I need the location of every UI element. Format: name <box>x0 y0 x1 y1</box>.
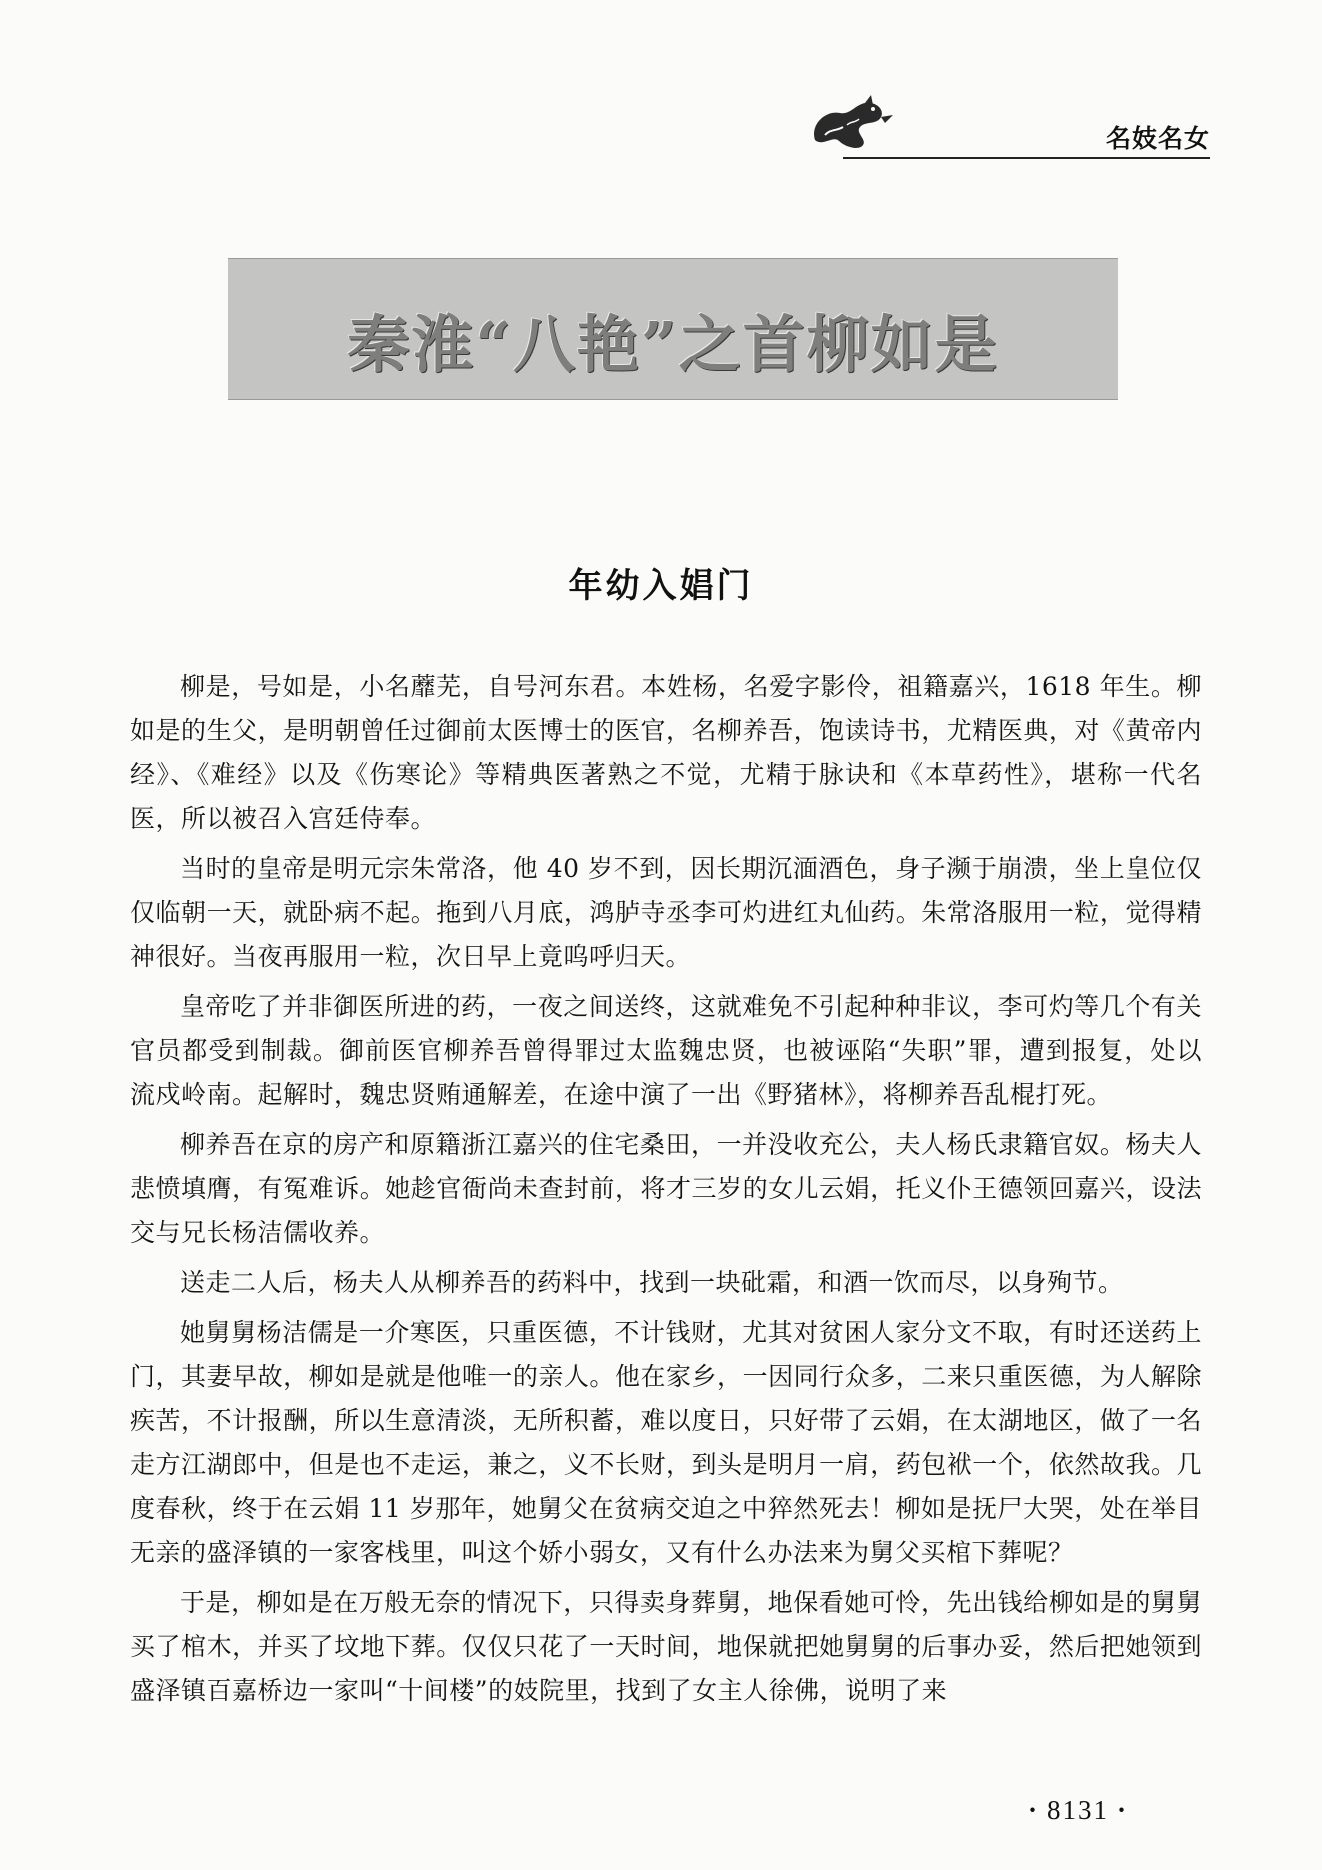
bullet-icon: · <box>1028 1795 1040 1825</box>
running-header <box>795 95 1210 165</box>
header-rule <box>843 157 1210 159</box>
page-number <box>1020 1795 1136 1826</box>
section-label: 名妓名女 <box>1105 124 1210 153</box>
bullet-icon: · <box>1117 1795 1129 1825</box>
paragraph: 她舅舅杨洁儒是一介寒医，只重医德，不计钱财，尤其对贫困人家分文不取，有时还送药上门，其妻早故，柳如是就是他唯一的亲人。他在家乡，一因同行众多，二来只重医德，为人解除疾苦，不计报酬，所以生意清淡，无所积蓄，难以度日，只好带了云娟，在太湖地区，做了一名走方江湖郎中，但是也不走运，兼之，义不长财，到头是明月一肩，药包袱一个，依然故我。几度春秋，终于在云娟 11 岁那年，她舅父在贫病交迫之中猝然死去！柳如是抚尸大哭，处在举目无亲的盛泽镇的一家客栈里，叫这个娇小弱女，又有什么办法来为舅父买棺下葬呢？ <box>130 1318 1202 1567</box>
page-number-value: 8131 <box>1047 1795 1110 1825</box>
body-text <box>130 665 1202 1719</box>
paragraph: 柳是，号如是，小名蘼芜，自号河东君。本姓杨，名爱字影伶，祖籍嘉兴，1618 年生。柳如是的生父，是明朝曾任过御前太医博士的医官，名柳养吾，饱读诗书，尤精医典，对《黄帝内经》、《难经》以及《伤寒论》等精典医著熟之不觉，尤精于脉诀和《本草药性》，堪称一代名医，所以被召入宫廷侍奉。 <box>130 672 1202 833</box>
paragraph: 当时的皇帝是明元宗朱常洛，他 40 岁不到，因长期沉湎酒色，身子濒于崩溃，坐上皇位仅仅临朝一天，就卧病不起。拖到八月底，鸿胪寺丞李可灼进红丸仙药。朱常洛服用一粒，觉得精神很好。当夜再服用一粒，次日早上竟呜呼归天。 <box>130 854 1202 971</box>
title-banner <box>228 258 1118 400</box>
dragon-emblem-icon <box>805 95 895 155</box>
paragraph: 于是，柳如是在万般无奈的情况下，只得卖身葬舅，地保看她可怜，先出钱给柳如是的舅舅买了棺木，并买了坟地下葬。仅仅只花了一天时间，地保就把她舅舅的后事办妥，然后把她领到盛泽镇百嘉桥边一家叫“十间楼”的妓院里，找到了女主人徐佛，说明了来 <box>130 1588 1202 1705</box>
chapter-title: 秦淮“八艳”之首柳如是 <box>347 308 999 381</box>
section-heading: 年幼入娼门 <box>568 566 754 606</box>
paragraph: 柳养吾在京的房产和原籍浙江嘉兴的住宅桑田，一并没收充公，夫人杨氏隶籍官奴。杨夫人悲愤填膺，有冤难诉。她趁官衙尚未查封前，将才三岁的女儿云娟，托义仆王德领回嘉兴，设法交与兄长杨洁儒收养。 <box>130 1130 1202 1247</box>
paragraph: 皇帝吃了并非御医所进的药，一夜之间送终，这就难免不引起种种非议，李可灼等几个有关官员都受到制裁。御前医官柳养吾曾得罪过太监魏忠贤，也被诬陷“失职”罪，遭到报复，处以流戍岭南。起解时，魏忠贤贿通解差，在途中演了一出《野猪林》，将柳养吾乱棍打死。 <box>130 992 1202 1109</box>
paragraph: 送走二人后，杨夫人从柳养吾的药料中，找到一块砒霜，和酒一饮而尽，以身殉节。 <box>180 1268 1124 1297</box>
